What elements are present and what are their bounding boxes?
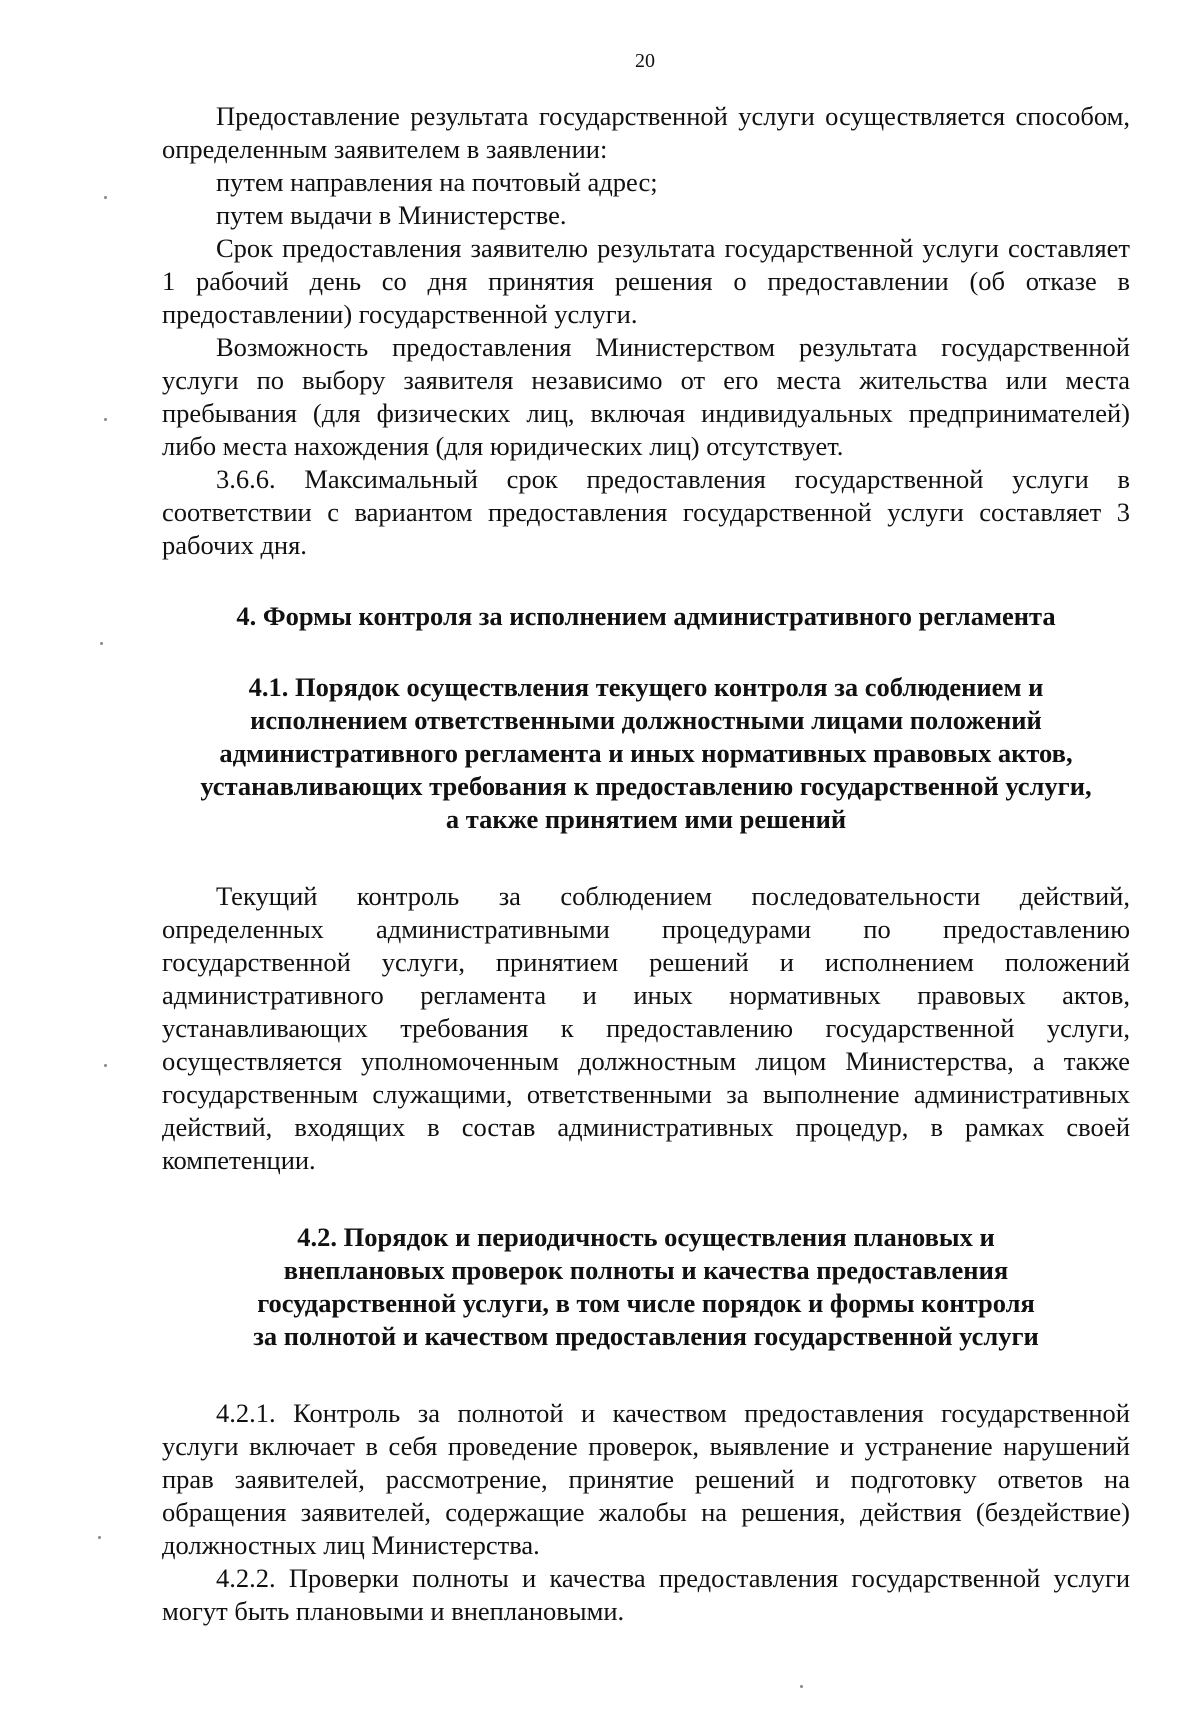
scan-speck: [104, 196, 107, 199]
document-body: [162, 100, 1130, 1628]
section-4-2-heading: 4.2. Порядок и периодичность осуществления плановых и внеплановых проверок полноты и качества предоставления государственной услуги, в том числе порядок и формы контроля за полнотой и качеством предоставления государственной услуги: [253, 1222, 1039, 1351]
section-4-heading: 4. Формы контроля за исполнением административного регламента: [236, 601, 1056, 631]
section-4-1-text: Текущий контроль за соблюдением последовательности действий, определенных административными процедурами по предоставлению государственной услуги, принятием решений и исполнением положений административного регламента и иных нормативных правовых актов, устанавливающих требования к предоставлению государственной услуги, осуществляется уполномоченным должностным лицом Министерства, а также государственным служащими, ответственными за выполнение административных действий, входящих в состав административных процедур, в рамках своей компетенции.: [162, 881, 1130, 1175]
scan-speck: [104, 1064, 107, 1067]
scan-speck: [800, 1685, 803, 1688]
paragraph-result-delivery: Предоставление результата государственной услуги осуществляется способом, определенным заявителем в заявлении:: [162, 101, 1130, 164]
list-item-ministry: путем выдачи в Министерстве.: [216, 200, 567, 230]
paragraph-extraterritorial: Возможность предоставления Министерством результата государственной услуги по выбору заявителя независимо от его места жительства или места пребывания (для физических лиц, включая индивидуальных предпринимателей) либо места нахождения (для юридических лиц) отсутствует.: [162, 332, 1130, 461]
scan-speck: [98, 1536, 101, 1539]
page-number: 20: [635, 50, 655, 72]
list-item-postal: путем направления на почтовый адрес;: [216, 167, 658, 197]
scan-speck: [100, 642, 103, 645]
section-4-1-heading: 4.1. Порядок осуществления текущего контроля за соблюдением и исполнением ответственными должностными лицами положений административного регламента и иных нормативных правовых актов, устанавливающих требования к предоставлению государственной услуги, а также принятием ими решений: [200, 672, 1092, 834]
scan-speck: [104, 418, 107, 421]
paragraph-result-deadline: Срок предоставления заявителю результата государственной услуги составляет 1 рабочий день со дня принятия решения о предоставлении (об отказе в предоставлении) государственной услуги.: [162, 233, 1130, 329]
paragraph-4-2-2: 4.2.2. Проверки полноты и качества предоставления государственной услуги могут быть плановыми и внеплановыми.: [162, 1563, 1130, 1626]
paragraph-3-6-6: 3.6.6. Максимальный срок предоставления государственной услуги в соответствии с вариантом предоставления государственной услуги составляет 3 рабочих дня.: [162, 464, 1130, 560]
paragraph-4-2-1: 4.2.1. Контроль за полнотой и качеством предоставления государственной услуги включает в себя проведение проверок, выявление и устранение нарушений прав заявителей, рассмотрение, принятие решений и подготовку ответов на обращения заявителей, содержащие жалобы на решения, действия (бездействие) должностных лиц Министерства.: [162, 1398, 1130, 1560]
